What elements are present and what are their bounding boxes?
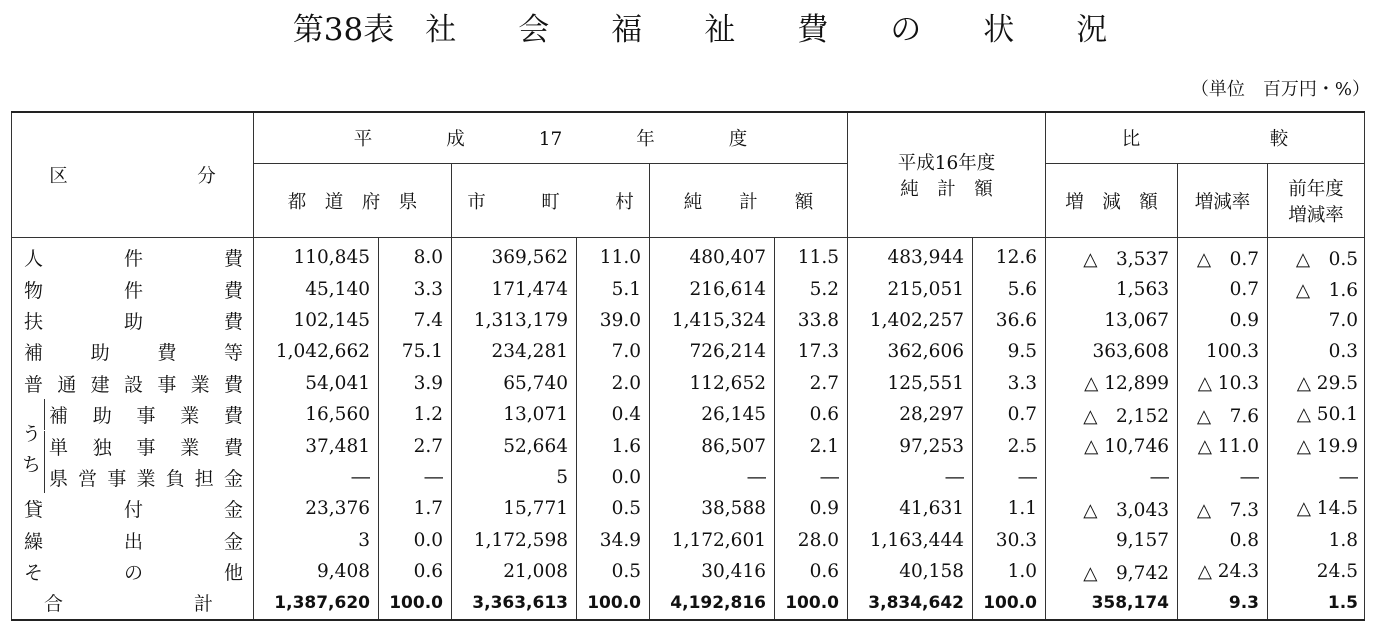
row-category bbox=[12, 305, 254, 336]
table-row bbox=[12, 525, 1365, 556]
cell-net: 112,652 bbox=[650, 368, 775, 399]
cell-prev: 41,631 bbox=[848, 493, 973, 524]
row-label-char: 金 bbox=[223, 499, 243, 522]
cell-pref-pct: 1.7 bbox=[379, 493, 452, 524]
cell-net: 4,192,816 bbox=[650, 587, 775, 619]
cell-net: 1,172,601 bbox=[650, 525, 775, 556]
row-label-char: 費 bbox=[223, 373, 243, 396]
row-label-char: 件 bbox=[123, 279, 143, 302]
cell-muni-pct: 2.0 bbox=[577, 368, 650, 399]
row-category bbox=[12, 587, 254, 619]
cell-net-pct: 2.1 bbox=[775, 430, 848, 461]
cell-rate: △ 24.3 bbox=[1178, 556, 1268, 587]
cell-prev: ― bbox=[848, 462, 973, 493]
cell-muni: 52,664 bbox=[452, 430, 577, 461]
row-category bbox=[12, 336, 254, 367]
row-label-char: 事 bbox=[157, 373, 177, 396]
row-label-char: 県 bbox=[49, 467, 69, 490]
header-prev-rate: 前年度 増減率 bbox=[1268, 164, 1365, 238]
cell-prev: 1,402,257 bbox=[848, 305, 973, 336]
cell-muni-pct: 1.6 bbox=[577, 430, 650, 461]
cell-prev: 3,834,642 bbox=[848, 587, 973, 619]
cell-pref: 9,408 bbox=[254, 556, 379, 587]
cell-net: 86,507 bbox=[650, 430, 775, 461]
cell-muni-pct: 34.9 bbox=[577, 525, 650, 556]
cell-prev-pct: 0.7 bbox=[973, 399, 1046, 430]
header-category: 区 分 bbox=[12, 112, 254, 238]
cell-pref: 37,481 bbox=[254, 430, 379, 461]
cell-muni-pct: 11.0 bbox=[577, 238, 650, 274]
cell-rate: 0.9 bbox=[1178, 305, 1268, 336]
cell-prev-pct: 36.6 bbox=[973, 305, 1046, 336]
header-municipality: 市 町 村 bbox=[452, 164, 650, 238]
row-label-char: 等 bbox=[223, 342, 243, 365]
cell-pref: 16,560 bbox=[254, 399, 379, 430]
cell-rate: 100.3 bbox=[1178, 336, 1268, 367]
cell-prev-rate: 1.5 bbox=[1268, 587, 1365, 619]
cell-prev-rate: △ 1.6 bbox=[1268, 273, 1365, 304]
page-title: 第38表 社 会 福 祉 費 の 状 況 bbox=[292, 12, 1108, 48]
cell-muni: 21,008 bbox=[452, 556, 577, 587]
row-label-char: 費 bbox=[157, 342, 177, 365]
cell-muni: 5 bbox=[452, 462, 577, 493]
cell-prev-rate: ― bbox=[1268, 462, 1365, 493]
cell-prev-rate: △ 29.5 bbox=[1268, 368, 1365, 399]
cell-rate: 0.7 bbox=[1178, 273, 1268, 304]
cell-diff: 358,174 bbox=[1046, 587, 1178, 619]
cell-prev: 483,944 bbox=[848, 238, 973, 274]
cell-prev: 28,297 bbox=[848, 399, 973, 430]
cell-muni: 15,771 bbox=[452, 493, 577, 524]
total-row bbox=[12, 587, 1365, 619]
cell-diff: △ 2,152 bbox=[1046, 399, 1178, 430]
cell-pref: 1,387,620 bbox=[254, 587, 379, 619]
row-category bbox=[12, 399, 254, 476]
row-category bbox=[12, 430, 254, 461]
cell-pref-pct: ― bbox=[379, 462, 452, 493]
cell-muni-pct: 7.0 bbox=[577, 336, 650, 367]
row-label-char: 事 bbox=[136, 436, 156, 459]
cell-pref: 1,042,662 bbox=[254, 336, 379, 367]
row-label-char: 業 bbox=[180, 436, 200, 459]
table-row bbox=[12, 493, 1365, 524]
table-row bbox=[12, 273, 1365, 304]
row-label-char: 業 bbox=[136, 467, 156, 490]
header-comparison: 比 較 bbox=[1046, 112, 1365, 164]
cell-pref: 110,845 bbox=[254, 238, 379, 274]
unit-note: （単位 百万円・%） bbox=[1190, 79, 1370, 100]
cell-pref: ― bbox=[254, 462, 379, 493]
cell-rate: △ 11.0 bbox=[1178, 430, 1268, 461]
header-h16: 平成16年度 純 計 額 bbox=[848, 112, 1046, 238]
row-label-char: 計 bbox=[193, 593, 213, 616]
row-label-char: 金 bbox=[223, 530, 243, 553]
cell-muni-pct: 39.0 bbox=[577, 305, 650, 336]
brace-line bbox=[44, 431, 45, 462]
table-row bbox=[12, 430, 1365, 461]
row-category bbox=[12, 493, 254, 524]
row-label-char: の bbox=[123, 562, 143, 585]
cell-muni-pct: 0.4 bbox=[577, 399, 650, 430]
cell-net-pct: 5.2 bbox=[775, 273, 848, 304]
cell-muni: 13,071 bbox=[452, 399, 577, 430]
row-label-char: 単 bbox=[49, 436, 69, 459]
cell-rate: △ 7.6 bbox=[1178, 399, 1268, 430]
cell-net: 726,214 bbox=[650, 336, 775, 367]
header-diff-rate: 増減率 bbox=[1178, 164, 1268, 238]
row-label-char: 補 bbox=[24, 342, 44, 365]
table-row bbox=[12, 305, 1365, 336]
row-label-char: 助 bbox=[92, 405, 112, 428]
cell-prev-pct: 9.5 bbox=[973, 336, 1046, 367]
cell-prev-rate: △ 19.9 bbox=[1268, 430, 1365, 461]
row-label-char: 費 bbox=[223, 310, 243, 333]
cell-muni: 65,740 bbox=[452, 368, 577, 399]
cell-pref-pct: 3.3 bbox=[379, 273, 452, 304]
row-label-char: 繰 bbox=[24, 530, 44, 553]
cell-muni: 234,281 bbox=[452, 336, 577, 367]
cell-prev-pct: 1.0 bbox=[973, 556, 1046, 587]
cell-muni: 1,313,179 bbox=[452, 305, 577, 336]
cell-muni-pct: 0.0 bbox=[577, 462, 650, 493]
row-label-char: 他 bbox=[223, 562, 243, 585]
cell-muni-pct: 5.1 bbox=[577, 273, 650, 304]
cell-diff: △ 3,043 bbox=[1046, 493, 1178, 524]
welfare-expense-table bbox=[11, 111, 1365, 621]
table-row bbox=[12, 556, 1365, 587]
row-label-char: 費 bbox=[223, 436, 243, 459]
table-row bbox=[12, 238, 1365, 274]
cell-diff: △ 12,899 bbox=[1046, 368, 1178, 399]
cell-prev: 1,163,444 bbox=[848, 525, 973, 556]
cell-prev: 362,606 bbox=[848, 336, 973, 367]
row-label-char: 件 bbox=[123, 248, 143, 271]
row-label-char: 業 bbox=[190, 373, 210, 396]
row-label-char: 人 bbox=[24, 248, 44, 271]
cell-pref-pct: 0.0 bbox=[379, 525, 452, 556]
cell-net: 480,407 bbox=[650, 238, 775, 274]
row-label-char: 通 bbox=[57, 373, 77, 396]
cell-net-pct: 0.9 bbox=[775, 493, 848, 524]
cell-rate: △ 7.3 bbox=[1178, 493, 1268, 524]
row-label-char: 出 bbox=[123, 530, 143, 553]
header-prefecture: 都 道 府 県 bbox=[254, 164, 452, 238]
cell-diff: △ 9,742 bbox=[1046, 556, 1178, 587]
cell-pref-pct: 100.0 bbox=[379, 587, 452, 619]
table-row bbox=[12, 368, 1365, 399]
row-label-char: 助 bbox=[90, 342, 110, 365]
cell-rate: 0.8 bbox=[1178, 525, 1268, 556]
cell-prev-pct: 2.5 bbox=[973, 430, 1046, 461]
cell-rate: 9.3 bbox=[1178, 587, 1268, 619]
row-category bbox=[12, 462, 254, 493]
cell-diff: 363,608 bbox=[1046, 336, 1178, 367]
cell-prev-rate: 24.5 bbox=[1268, 556, 1365, 587]
cell-pref: 3 bbox=[254, 525, 379, 556]
cell-pref-pct: 0.6 bbox=[379, 556, 452, 587]
cell-muni-pct: 0.5 bbox=[577, 493, 650, 524]
cell-net-pct: 2.7 bbox=[775, 368, 848, 399]
row-label-char: 金 bbox=[223, 467, 243, 490]
cell-net-pct: 28.0 bbox=[775, 525, 848, 556]
cell-prev-pct: 30.3 bbox=[973, 525, 1046, 556]
cell-pref: 45,140 bbox=[254, 273, 379, 304]
row-label-char: 物 bbox=[24, 279, 44, 302]
cell-prev-pct: 3.3 bbox=[973, 368, 1046, 399]
cell-prev-rate: 7.0 bbox=[1268, 305, 1365, 336]
row-label-char: 助 bbox=[123, 310, 143, 333]
row-label-char: 事 bbox=[136, 405, 156, 428]
cell-net-pct: 0.6 bbox=[775, 399, 848, 430]
cell-prev-pct: 12.6 bbox=[973, 238, 1046, 274]
table-row bbox=[12, 462, 1365, 493]
cell-prev-pct: 1.1 bbox=[973, 493, 1046, 524]
cell-net: 216,614 bbox=[650, 273, 775, 304]
row-label-char: 担 bbox=[194, 467, 214, 490]
cell-prev-pct: ― bbox=[973, 462, 1046, 493]
cell-pref-pct: 7.4 bbox=[379, 305, 452, 336]
row-category bbox=[12, 525, 254, 556]
cell-net: 38,588 bbox=[650, 493, 775, 524]
row-label-char: 建 bbox=[90, 373, 110, 396]
cell-pref-pct: 3.9 bbox=[379, 368, 452, 399]
table-row bbox=[12, 399, 1365, 430]
row-category bbox=[12, 238, 254, 274]
cell-prev: 125,551 bbox=[848, 368, 973, 399]
cell-muni: 369,562 bbox=[452, 238, 577, 274]
row-label-char: 扶 bbox=[24, 310, 44, 333]
cell-net: 26,145 bbox=[650, 399, 775, 430]
cell-net-pct: 33.8 bbox=[775, 305, 848, 336]
cell-pref: 54,041 bbox=[254, 368, 379, 399]
cell-prev: 40,158 bbox=[848, 556, 973, 587]
cell-prev-rate: △ 0.5 bbox=[1268, 238, 1365, 274]
row-label-char: 設 bbox=[123, 373, 143, 396]
row-label-char: 負 bbox=[165, 467, 185, 490]
cell-diff: ― bbox=[1046, 462, 1178, 493]
cell-net: ― bbox=[650, 462, 775, 493]
cell-net-pct: ― bbox=[775, 462, 848, 493]
row-label-char: 営 bbox=[78, 467, 98, 490]
header-diff-amount: 増 減 額 bbox=[1046, 164, 1178, 238]
cell-rate: △ 10.3 bbox=[1178, 368, 1268, 399]
cell-muni: 171,474 bbox=[452, 273, 577, 304]
row-label-char: 独 bbox=[92, 436, 112, 459]
row-label-char: 業 bbox=[180, 405, 200, 428]
row-label-char: 補 bbox=[49, 405, 69, 428]
cell-diff: 13,067 bbox=[1046, 305, 1178, 336]
row-category bbox=[12, 273, 254, 304]
cell-pref-pct: 1.2 bbox=[379, 399, 452, 430]
cell-prev: 215,051 bbox=[848, 273, 973, 304]
cell-muni-pct: 100.0 bbox=[577, 587, 650, 619]
row-label-char: そ bbox=[24, 562, 44, 585]
cell-diff: △ 10,746 bbox=[1046, 430, 1178, 461]
cell-rate: △ 0.7 bbox=[1178, 238, 1268, 274]
cell-net-pct: 0.6 bbox=[775, 556, 848, 587]
row-label-char: 事 bbox=[107, 467, 127, 490]
cell-pref-pct: 75.1 bbox=[379, 336, 452, 367]
cell-prev-pct: 100.0 bbox=[973, 587, 1046, 619]
cell-prev: 97,253 bbox=[848, 430, 973, 461]
cell-net: 30,416 bbox=[650, 556, 775, 587]
cell-muni-pct: 0.5 bbox=[577, 556, 650, 587]
table-row bbox=[12, 336, 1365, 367]
cell-net-pct: 17.3 bbox=[775, 336, 848, 367]
cell-diff: △ 3,537 bbox=[1046, 238, 1178, 274]
brace-line bbox=[44, 462, 45, 493]
cell-net: 1,415,324 bbox=[650, 305, 775, 336]
row-category bbox=[12, 556, 254, 587]
cell-diff: 1,563 bbox=[1046, 273, 1178, 304]
header-net-total: 純 計 額 bbox=[650, 164, 848, 238]
cell-prev-rate: 1.8 bbox=[1268, 525, 1365, 556]
cell-muni: 3,363,613 bbox=[452, 587, 577, 619]
row-label-char: 費 bbox=[223, 405, 243, 428]
cell-pref-pct: 8.0 bbox=[379, 238, 452, 274]
row-label-char: 費 bbox=[223, 279, 243, 302]
row-label-char: 合 bbox=[44, 593, 64, 616]
cell-rate: ― bbox=[1178, 462, 1268, 493]
cell-diff: 9,157 bbox=[1046, 525, 1178, 556]
cell-prev-rate: △ 50.1 bbox=[1268, 399, 1365, 430]
cell-pref: 23,376 bbox=[254, 493, 379, 524]
cell-prev-pct: 5.6 bbox=[973, 273, 1046, 304]
brace-line bbox=[44, 399, 45, 430]
cell-net-pct: 11.5 bbox=[775, 238, 848, 274]
row-label-char: 付 bbox=[123, 499, 143, 522]
cell-pref-pct: 2.7 bbox=[379, 430, 452, 461]
cell-prev-rate: 0.3 bbox=[1268, 336, 1365, 367]
cell-net-pct: 100.0 bbox=[775, 587, 848, 619]
row-label-char: 普 bbox=[24, 373, 44, 396]
cell-pref: 102,145 bbox=[254, 305, 379, 336]
uchi-vertical-label: う ち bbox=[22, 422, 42, 476]
row-label-char: 貸 bbox=[24, 499, 44, 522]
cell-prev-rate: △ 14.5 bbox=[1268, 493, 1365, 524]
row-label-char: 費 bbox=[223, 248, 243, 271]
header-h17: 平 成 17 年 度 bbox=[254, 112, 848, 164]
row-category bbox=[12, 368, 254, 399]
cell-muni: 1,172,598 bbox=[452, 525, 577, 556]
